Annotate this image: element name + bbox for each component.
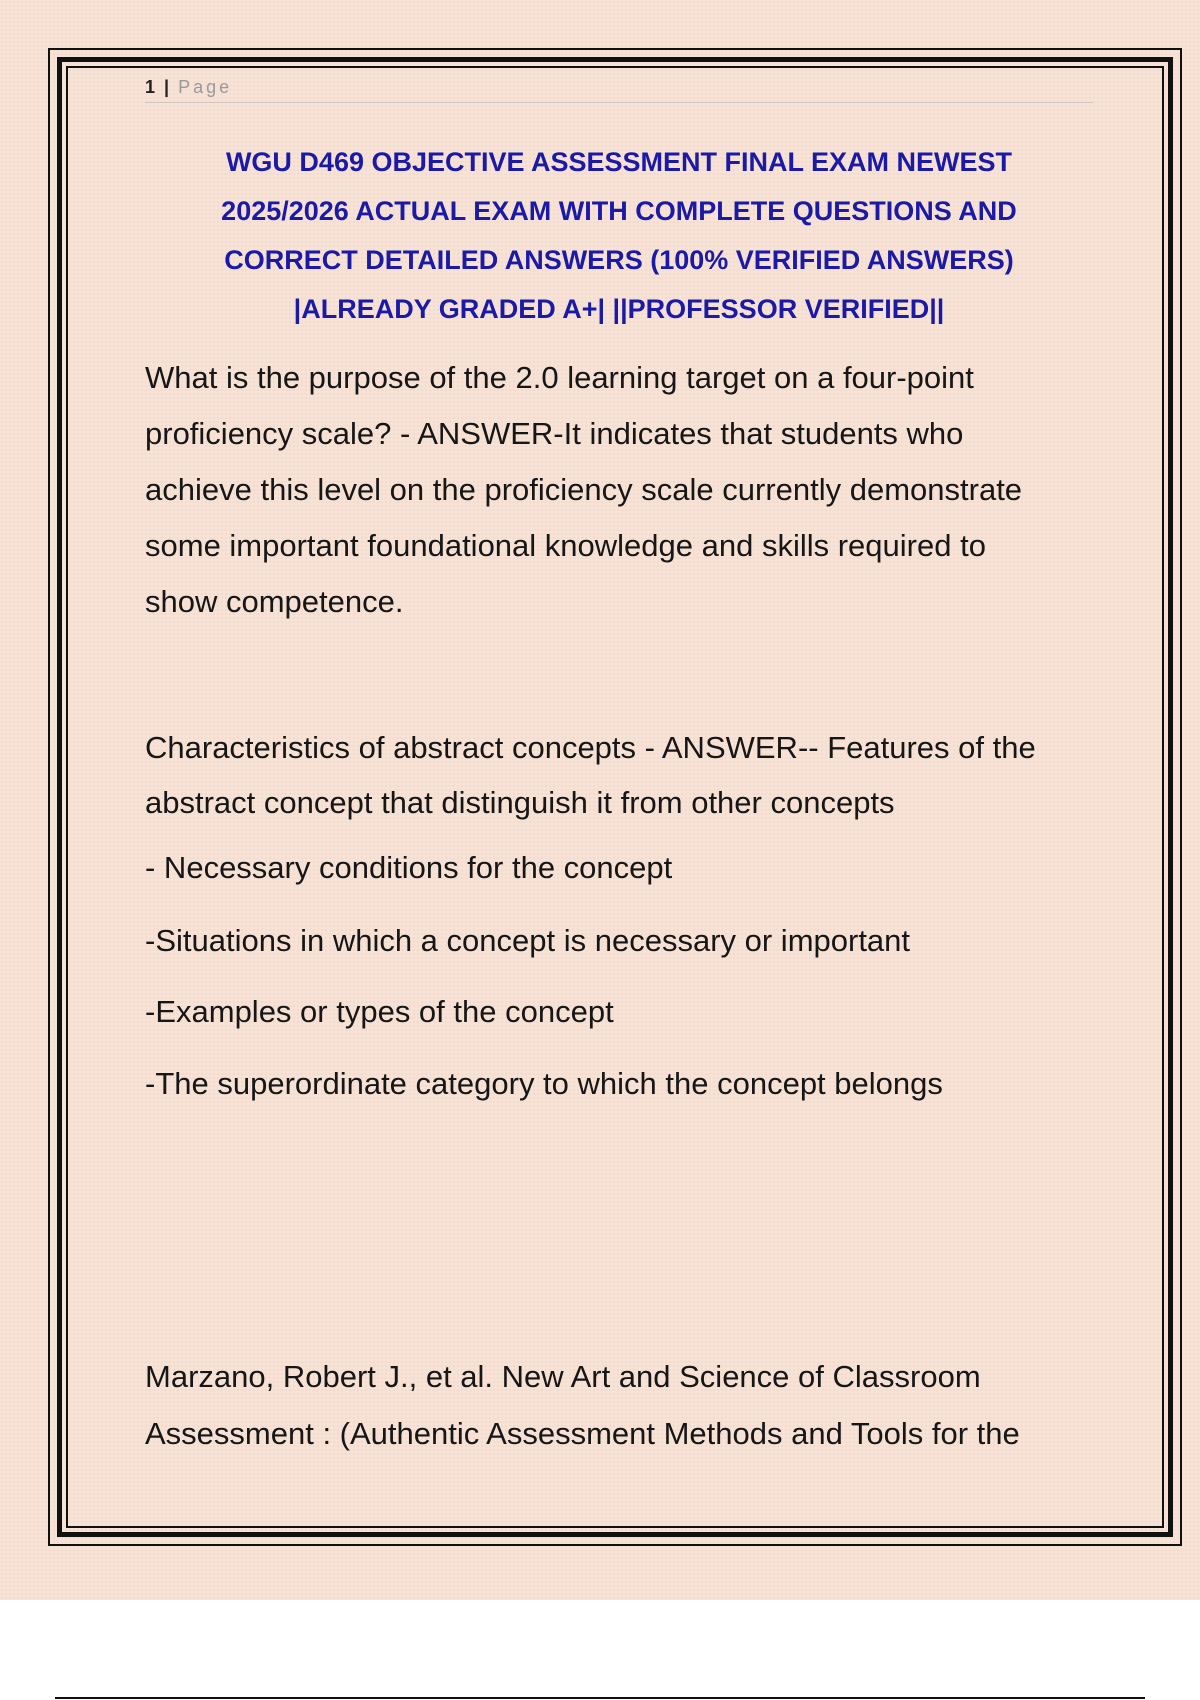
title-line: CORRECT DETAILED ANSWERS (100% VERIFIED ANSWERS): [224, 245, 1014, 275]
list-item: -The superordinate category to which the concept belongs: [145, 1066, 943, 1101]
text-line: What is the purpose of the 2.0 learning target on a four-point: [145, 360, 974, 395]
title-line: 2025/2026 ACTUAL EXAM WITH COMPLETE QUESTIONS AND: [221, 196, 1017, 226]
list-item: - Necessary conditions for the concept: [145, 850, 673, 885]
page-label: Page: [178, 77, 233, 97]
title-line: WGU D469 OBJECTIVE ASSESSMENT FINAL EXAM NEWEST: [225, 147, 1013, 177]
text-line: achieve this level on the proficiency scale currently demonstrate: [145, 472, 1023, 507]
page-header: [145, 74, 1093, 103]
document-title: [145, 138, 1093, 334]
list-item: -Examples or types of the concept: [145, 994, 614, 1029]
question-answer-2: [145, 720, 1105, 830]
text-line: abstract concept that distinguish it from other concepts: [145, 785, 895, 820]
list-item: -Situations in which a concept is necessary or important: [145, 923, 911, 958]
text-line: Marzano, Robert J., et al. New Art and Science of Classroom: [145, 1359, 981, 1394]
citation: [145, 1348, 1105, 1462]
text-line: Characteristics of abstract concepts - ANSWER-- Features of the: [145, 730, 1036, 765]
text-line: some important foundational knowledge and skills required to: [145, 528, 986, 563]
page-number: 1: [145, 77, 156, 97]
next-page-border-edge: [55, 1697, 1145, 1699]
text-line: proficiency scale? - ANSWER-It indicates that students who: [145, 416, 964, 451]
text-line: Assessment : (Authentic Assessment Methods and Tools for the: [145, 1416, 1020, 1451]
question-answer-1: [145, 350, 1105, 630]
page-header-separator: |: [164, 77, 170, 97]
text-line: show competence.: [145, 584, 404, 619]
title-line: |ALREADY GRADED A+| ||PROFESSOR VERIFIED||: [293, 294, 945, 324]
